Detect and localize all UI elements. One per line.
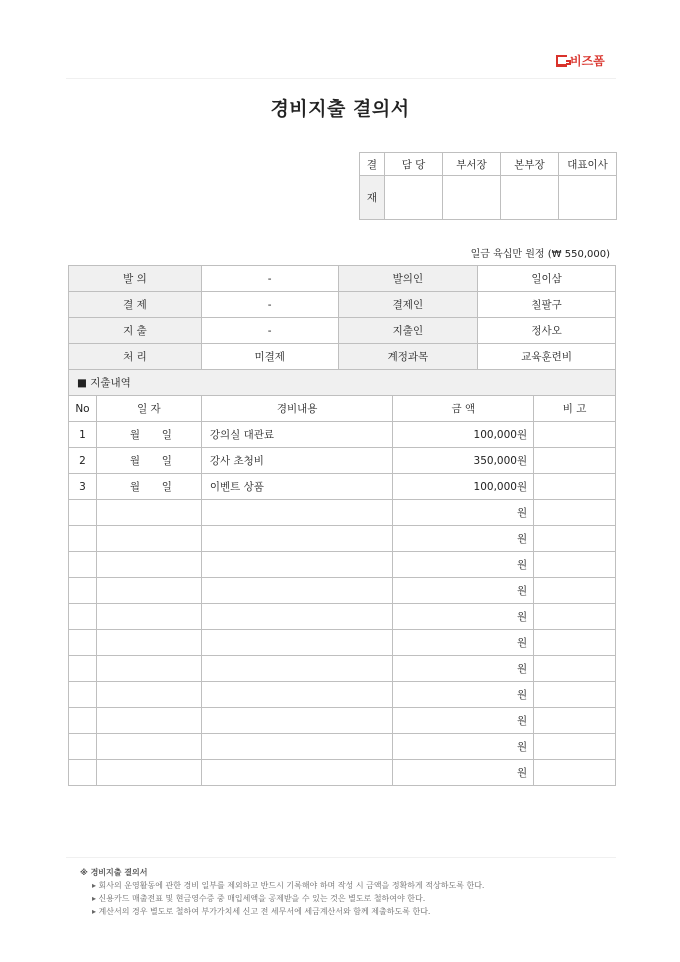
table-row (69, 578, 616, 604)
row-date[interactable] (96, 526, 201, 552)
section-title: ■ 지출내역 (69, 370, 616, 396)
info-value[interactable]: 칠팔구 (478, 292, 616, 318)
row-description[interactable] (201, 734, 393, 760)
row-no (69, 630, 97, 656)
row-note[interactable] (534, 448, 616, 474)
approval-col-division-head: 본부장 (501, 153, 559, 176)
table-row (69, 656, 616, 682)
row-description[interactable] (201, 578, 393, 604)
row-amount[interactable]: 350,000원 (393, 448, 534, 474)
row-month: 월 (129, 481, 140, 493)
row-amount[interactable]: 100,000원 (393, 474, 534, 500)
row-no: 2 (69, 448, 97, 474)
row-description[interactable] (201, 604, 393, 630)
row-description[interactable] (201, 656, 393, 682)
top-divider (66, 78, 616, 79)
row-description[interactable] (201, 630, 393, 656)
row-no: 3 (69, 474, 97, 500)
row-note[interactable] (534, 630, 616, 656)
row-description[interactable] (201, 760, 393, 786)
info-label: 처 리 (69, 344, 202, 370)
header-no: No (69, 396, 97, 422)
row-amount[interactable]: 원 (393, 656, 534, 682)
table-row (69, 552, 616, 578)
row-no: 1 (69, 422, 97, 448)
row-day: 일 (161, 429, 172, 441)
row-day: 일 (161, 455, 172, 467)
header-date: 일 자 (96, 396, 201, 422)
row-amount[interactable]: 원 (393, 682, 534, 708)
row-note[interactable] (534, 734, 616, 760)
row-date[interactable] (96, 448, 201, 474)
row-amount[interactable]: 원 (393, 604, 534, 630)
info-row (69, 318, 616, 344)
row-date[interactable] (96, 656, 201, 682)
note-item: ▸ 계산서의 경우 별도로 철하여 부가가치세 신고 전 세무서에 세금계산서와 함께 제출하도록 한다. (92, 907, 431, 916)
approval-table (359, 152, 617, 220)
row-description[interactable] (201, 552, 393, 578)
table-row (69, 630, 616, 656)
row-no (69, 656, 97, 682)
info-label: 발 의 (69, 266, 202, 292)
document-title: 경비지출 결의서 (270, 98, 410, 120)
row-amount[interactable]: 원 (393, 708, 534, 734)
info-label: 지 출 (69, 318, 202, 344)
table-row (69, 500, 616, 526)
total-amount: 일금 육십만 원정 (₩ 550,000) (470, 249, 610, 260)
row-note[interactable] (534, 656, 616, 682)
table-row (69, 448, 616, 474)
info-value[interactable]: 미결제 (201, 344, 338, 370)
notes-block (80, 866, 484, 918)
approval-side-label-top: 결 (360, 153, 385, 176)
row-month: 월 (129, 455, 140, 467)
row-note[interactable] (534, 578, 616, 604)
table-row (69, 526, 616, 552)
row-date[interactable] (96, 578, 201, 604)
table-row (69, 604, 616, 630)
info-row (69, 292, 616, 318)
approval-col-dept-head: 부서장 (443, 153, 501, 176)
row-no (69, 708, 97, 734)
row-note[interactable] (534, 708, 616, 734)
notes-heading: ※ 경비지출 결의서 (80, 868, 148, 877)
row-date[interactable] (96, 422, 201, 448)
row-no (69, 734, 97, 760)
row-amount[interactable]: 원 (393, 760, 534, 786)
row-no (69, 760, 97, 786)
row-date[interactable] (96, 604, 201, 630)
row-amount[interactable]: 원 (393, 500, 534, 526)
row-description[interactable] (201, 526, 393, 552)
row-amount[interactable]: 100,000원 (393, 422, 534, 448)
table-row (69, 760, 616, 786)
info-label: 결 제 (69, 292, 202, 318)
brand-logo (556, 52, 605, 69)
row-description[interactable] (201, 500, 393, 526)
row-description[interactable]: 강의실 대관료 (201, 422, 393, 448)
row-note[interactable] (534, 760, 616, 786)
approval-col-staff: 담 당 (385, 153, 443, 176)
signature-box[interactable] (443, 176, 501, 220)
row-no (69, 526, 97, 552)
row-amount[interactable]: 원 (393, 578, 534, 604)
table-row (69, 682, 616, 708)
row-description[interactable] (201, 708, 393, 734)
row-date[interactable] (96, 760, 201, 786)
row-note[interactable] (534, 552, 616, 578)
info-row (69, 344, 616, 370)
table-row (69, 734, 616, 760)
row-description[interactable]: 강사 초청비 (201, 448, 393, 474)
row-amount[interactable]: 원 (393, 630, 534, 656)
header-description: 경비내용 (201, 396, 393, 422)
header-amount: 금 액 (393, 396, 534, 422)
row-note[interactable] (534, 422, 616, 448)
row-note[interactable] (534, 682, 616, 708)
row-note[interactable] (534, 500, 616, 526)
info-row (69, 266, 616, 292)
info-label: 발의인 (338, 266, 478, 292)
row-amount[interactable]: 원 (393, 552, 534, 578)
signature-box[interactable] (385, 176, 443, 220)
row-date[interactable] (96, 682, 201, 708)
row-amount[interactable]: 원 (393, 526, 534, 552)
row-month: 월 (129, 429, 140, 441)
row-note[interactable] (534, 526, 616, 552)
footer-divider (66, 857, 616, 858)
row-amount[interactable]: 원 (393, 734, 534, 760)
table-row (69, 708, 616, 734)
row-note[interactable] (534, 604, 616, 630)
info-value[interactable]: - (201, 292, 338, 318)
row-note[interactable] (534, 474, 616, 500)
signature-box[interactable] (501, 176, 559, 220)
info-value[interactable]: - (201, 266, 338, 292)
info-value[interactable]: 정사오 (478, 318, 616, 344)
note-item: ▸ 신용카드 매출전표 및 현금영수증 중 매입세액을 공제받을 수 있는 것은 별도로 철하여야 한다. (92, 894, 426, 903)
row-no (69, 578, 97, 604)
table-row (69, 474, 616, 500)
brand-logo-icon (556, 55, 567, 67)
row-date[interactable] (96, 630, 201, 656)
info-label: 계정과목 (338, 344, 478, 370)
row-description[interactable] (201, 682, 393, 708)
row-date[interactable] (96, 708, 201, 734)
note-item: ▸ 회사의 운영활동에 관한 경비 일부를 제외하고 반드시 기록해야 하며 작성 시 금액을 정확하게 적상하도록 한다. (92, 881, 485, 890)
row-date[interactable] (96, 474, 201, 500)
info-value[interactable]: - (201, 318, 338, 344)
row-date[interactable] (96, 552, 201, 578)
brand-logo-text: 비즈폼 (570, 54, 605, 68)
approval-col-ceo: 대표이사 (559, 153, 617, 176)
header-note: 비 고 (534, 396, 616, 422)
row-day: 일 (161, 481, 172, 493)
row-date[interactable] (96, 500, 201, 526)
row-no (69, 682, 97, 708)
row-no (69, 500, 97, 526)
row-no (69, 552, 97, 578)
info-label: 결제인 (338, 292, 478, 318)
row-description[interactable]: 이벤트 상품 (201, 474, 393, 500)
table-row (69, 422, 616, 448)
info-value[interactable]: 일이삼 (478, 266, 616, 292)
row-date[interactable] (96, 734, 201, 760)
expense-table (68, 265, 616, 786)
info-value[interactable]: 교육훈련비 (478, 344, 616, 370)
row-no (69, 604, 97, 630)
info-label: 지출인 (338, 318, 478, 344)
signature-box[interactable] (559, 176, 617, 220)
approval-side-label-bottom: 재 (360, 176, 385, 220)
